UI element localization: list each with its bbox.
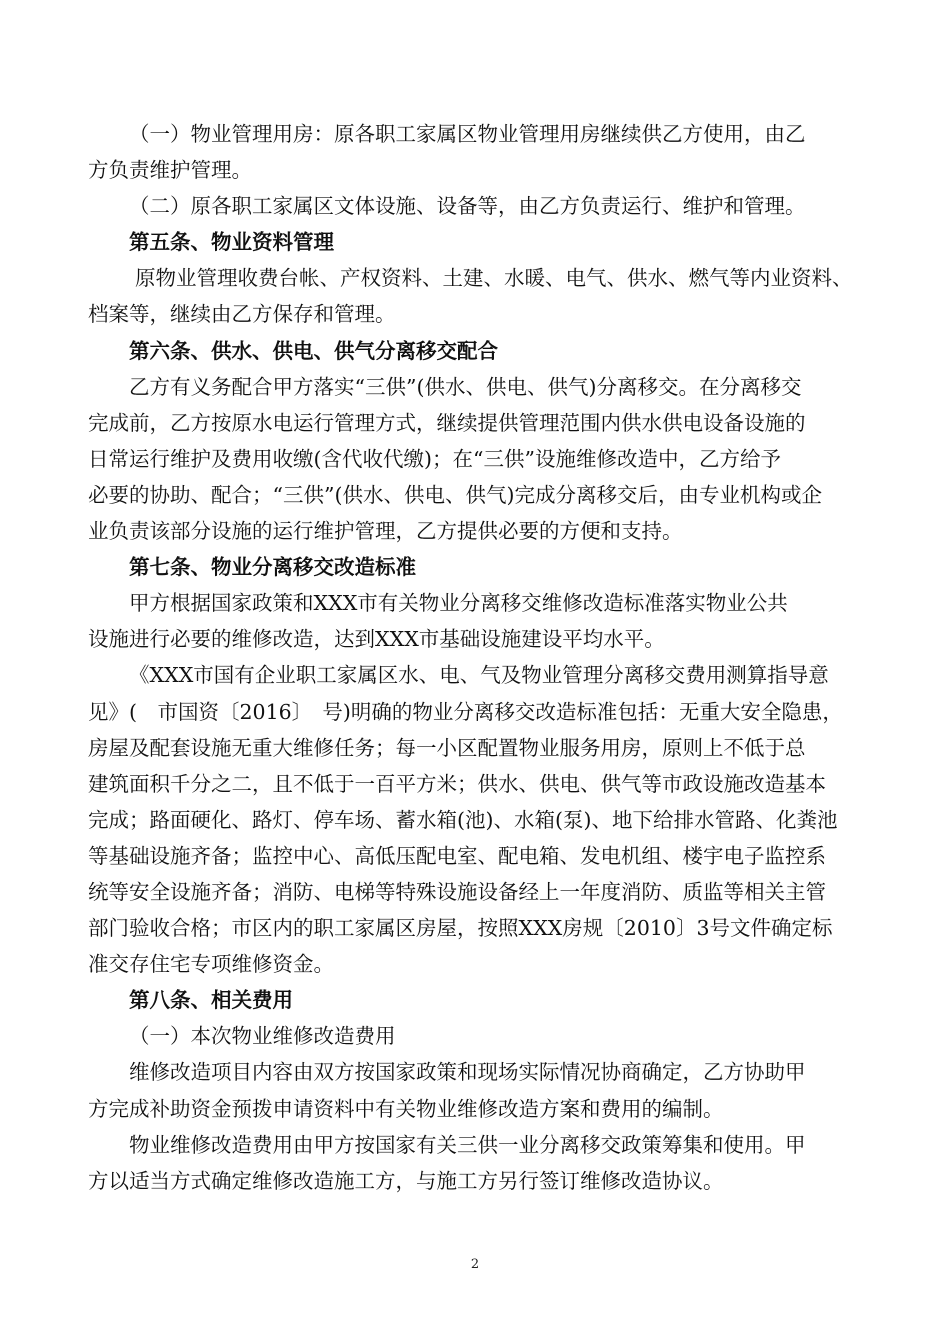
text-line: 设施进行必要的维修改造，达到XXX市基础设施建设平均水平。 bbox=[88, 627, 665, 652]
text-line: 统等安全设施齐备；消防、电梯等特殊设施设备经上一年度消防、质监等相关主管 bbox=[88, 879, 826, 904]
text-line: 第六条、供水、供电、供气分离移交配合 bbox=[129, 338, 498, 363]
text-line: 完成；路面硬化、路灯、停车场、蓄水箱(池)、水箱(泵)、地下给排水管路、化粪池 bbox=[88, 807, 838, 832]
text-line: （一）本次物业维修改造费用 bbox=[129, 1024, 396, 1049]
text-line: 原物业管理收费台帐、产权资料、土建、水暖、电气、供水、燃气等内业资料、 bbox=[135, 266, 853, 291]
document-body bbox=[88, 116, 872, 1199]
section-heading bbox=[88, 982, 872, 1018]
paragraph bbox=[88, 1127, 872, 1199]
text-line: 等基础设施齐备；监控中心、高低压配电室、配电箱、发电机组、楼宇电子监控系 bbox=[88, 843, 826, 868]
text-line: 甲方根据国家政策和XXX市有关物业分离移交维修改造标准落实物业公共 bbox=[129, 591, 788, 616]
paragraph bbox=[88, 116, 872, 188]
paragraph bbox=[88, 657, 872, 982]
text-line: （二）原各职工家属区文体设施、设备等，由乙方负责运行、维护和管理。 bbox=[129, 194, 806, 219]
text-line: 第七条、物业分离移交改造标准 bbox=[129, 555, 416, 580]
text-line: 建筑面积千分之二，且不低于一百平方米；供水、供电、供气等市政设施改造基本 bbox=[88, 771, 826, 796]
section-heading bbox=[88, 224, 872, 260]
text-line: 准交存住宅专项维修资金。 bbox=[88, 952, 334, 977]
text-line: 乙方有义务配合甲方落实“三供”(供水、供电、供气)分离移交。在分离移交 bbox=[129, 374, 802, 399]
text-line: 方以适当方式确定维修改造施工方，与施工方另行签订维修改造协议。 bbox=[88, 1168, 724, 1193]
text-line: 部门验收合格；市区内的职工家属区房屋，按照XXX房规〔2010〕3号文件确定标 bbox=[88, 916, 833, 941]
text-line: 房屋及配套设施无重大维修任务；每一小区配置物业服务用房，原则上不低于总 bbox=[88, 735, 806, 760]
text-line: （一）物业管理用房：原各职工家属区物业管理用房继续供乙方使用，由乙 bbox=[129, 122, 806, 146]
text-line: 维修改造项目内容由双方按国家政策和现场实际情况协商确定，乙方协助甲 bbox=[129, 1060, 806, 1085]
text-line: 物业维修改造费用由甲方按国家有关三供一业分离移交政策筹集和使用。甲 bbox=[129, 1132, 806, 1157]
text-line: 方负责维护管理。 bbox=[88, 158, 252, 183]
text-line: 业负责该部分设施的运行维护管理，乙方提供必要的方便和支持。 bbox=[88, 519, 683, 544]
paragraph bbox=[88, 1018, 872, 1054]
text-line: 见》( 市国资〔2016〕 号)明确的物业分离移交改造标准包括：无重大安全隐患， bbox=[88, 699, 843, 724]
text-line: 第八条、相关费用 bbox=[129, 988, 293, 1013]
text-line: 日常运行维护及费用收缴(含代收代缴)；在“三供”设施维修改造中，乙方给予 bbox=[88, 446, 781, 471]
section-heading bbox=[88, 549, 872, 585]
text-line: 档案等，继续由乙方保存和管理。 bbox=[88, 302, 396, 327]
text-line: 第五条、物业资料管理 bbox=[129, 230, 334, 255]
paragraph bbox=[88, 1054, 872, 1126]
text-line: 必要的协助、配合；“三供”(供水、供电、供气)完成分离移交后，由专业机构或企 bbox=[88, 482, 822, 507]
paragraph bbox=[88, 260, 872, 332]
text-line: 方完成补助资金预拨申请资料中有关物业维修改造方案和费用的编制。 bbox=[88, 1096, 724, 1121]
paragraph bbox=[88, 188, 872, 224]
section-heading bbox=[88, 333, 872, 369]
text-line: 完成前，乙方按原水电运行管理方式，继续提供管理范围内供水供电设备设施的 bbox=[88, 410, 806, 435]
paragraph bbox=[88, 369, 872, 549]
text-line: 《XXX市国有企业职工家属区水、电、气及物业管理分离移交费用测算指导意 bbox=[129, 663, 829, 688]
page-number: 2 bbox=[470, 1257, 480, 1272]
paragraph bbox=[88, 585, 872, 657]
